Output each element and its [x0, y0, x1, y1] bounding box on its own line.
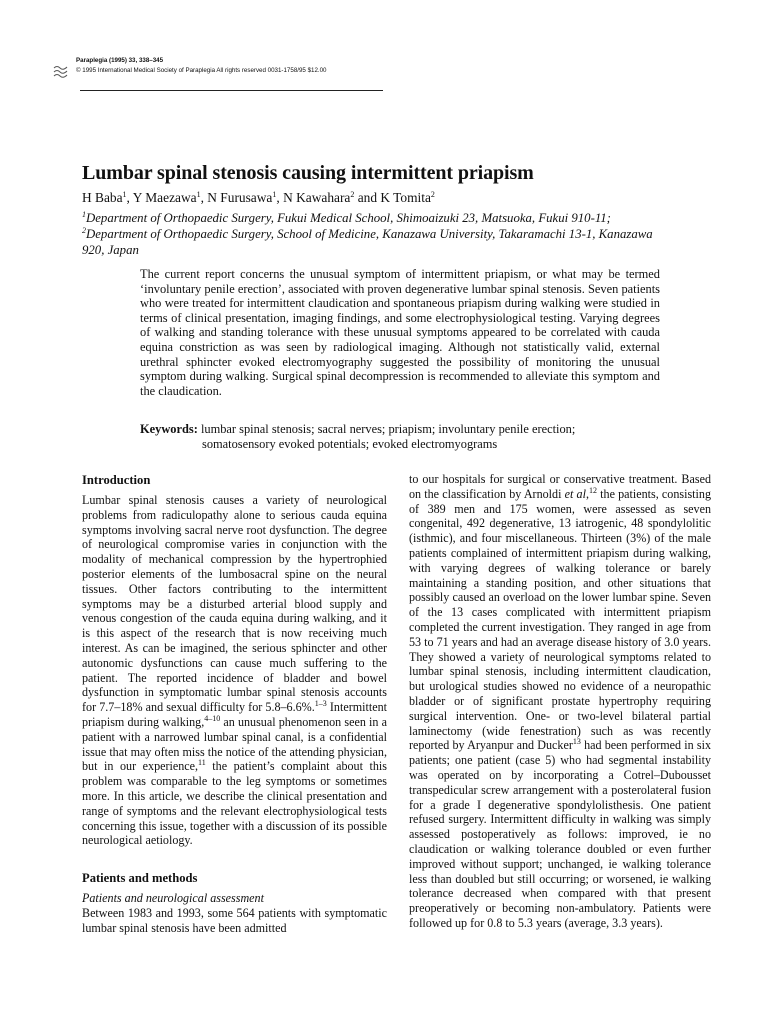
- journal-citation: Paraplegia (1995) 33, 338–345: [76, 57, 164, 64]
- reference-citation: 12: [588, 485, 597, 495]
- author-list: [82, 190, 435, 206]
- affiliation-line: [82, 242, 702, 258]
- copyright-line: © 1995 International Medical Society of Paraplegia All rights reserved 0031-1758/95 $12.00: [76, 67, 327, 74]
- affiliation-marker: 2: [82, 226, 86, 235]
- right-column: [409, 472, 711, 931]
- body-text-run: Lumbar spinal stenosis causes a variety of neurological problems from radiculopathy alone to serious cauda equina symptoms involving sacral nerve root dysfunction. The degree of neurological compromise varies in conjunction with the modality of mechanical compression by the hypertrophied posterior elements of the lumbosacral spine on the neural tissues. Other factors contributing to the intermittent symptoms may be a disturbed arterial blood supply and venous congestion of the cauda equina during walking, and it is this aspect of the research that is now receiving much interest. As can be imagined, the serious sphincter and other autonomic dysfunctions can cause much suffering to the patient. The reported incidence of bladder and bowel dysfunction in symptomatic lumbar spinal stenosis accounts for 7.7–18% and sexual difficulty for 5.8–6.6%.: [82, 493, 387, 715]
- body-text-run: Intermittent priapism during walking,: [82, 700, 387, 729]
- keywords-label: Keywords:: [140, 422, 198, 436]
- author-separator: ,: [126, 190, 133, 205]
- author-separator: ,: [276, 190, 284, 205]
- author-name: Y Maezawa: [132, 190, 197, 205]
- affiliation-text: 920, Japan: [82, 243, 139, 257]
- author-affiliation-marker: 1: [122, 190, 127, 199]
- author-separator: and: [354, 190, 381, 205]
- header-text: [76, 56, 327, 76]
- reference-citation: 1–3: [314, 699, 327, 709]
- author-separator: ,: [200, 190, 208, 205]
- left-column: [82, 472, 387, 936]
- affiliations: [82, 210, 702, 258]
- article-title: Lumbar spinal stenosis causing intermittent priapism: [82, 162, 534, 184]
- author-affiliation-marker: 1: [272, 190, 277, 199]
- body-text-run: an unusual phenomenon seen in a patient with a narrowed lumbar spinal canal, is a confidential issue that may often miss the notice of the attending physician, but in our experience,: [82, 714, 387, 774]
- keywords-line-2: somatosensory evoked potentials; evoked electromyograms: [202, 436, 498, 451]
- author-name: K Tomita: [380, 190, 431, 205]
- methods-heading: Patients and methods: [82, 871, 198, 886]
- body-text-run: the patient’s complaint about this problem was comparable to the leg symptoms or sometimes more. In this article, we describe the clinical presentation and range of symptoms and the relevant electrophysiological tests concerning this issue, together with a discussion of its possible neurological aetiology.: [82, 759, 387, 848]
- author-name: N Furusawa: [207, 190, 273, 205]
- keywords-line-1: lumbar spinal stenosis; sacral nerves; priapism; involuntary penile erection;: [200, 422, 576, 436]
- reference-citation: 4–10: [204, 713, 221, 723]
- author-name: H Baba: [82, 190, 123, 205]
- affiliation-line: [82, 210, 702, 226]
- society-logo-icon: [53, 64, 69, 78]
- author-affiliation-marker: 2: [430, 190, 435, 199]
- introduction-text: [82, 493, 387, 848]
- body-text-run: had been performed in six patients; one patient (case 5) who had segmental instability was operated on by incorporating a Cotrel–Dubousset transpedicular screw arrangement with a posterolateral fusion for a grade I degenerative spondylolisthesis. One patient refused surgery. Intermittent difficulty in walking was simply assessed postoperatively as follows: improved, ie no claudication or walking tolerance doubled or even further improved without support; unchanged, ie walking tolerance less than doubled but still occurring; or worsened, ie walking tolerance decreased when compared with that present preoperatively or becoming non-ambulatory. Patients were followed up for 0.8 to 5.3 years (average, 3.3 years).: [409, 738, 711, 930]
- reference-citation: 13: [572, 737, 581, 747]
- author-affiliation-marker: 2: [350, 190, 355, 199]
- reference-citation: 11: [198, 758, 206, 768]
- author-affiliation-marker: 1: [196, 190, 201, 199]
- author-name: N Kawahara: [283, 190, 351, 205]
- keywords: [140, 422, 660, 451]
- body-text-run: the patients, consisting of 389 men and 175 women, were assessed as seven congenital, 492 degenerative, 13 iatrogenic, 48 spondylolitic (isthmic), and four miscellaneous. Thirteen (3%) of the male patients complained of intermittent priapism during walking, with varying degrees of walking tolerance or barely maintaining a standing position, and other situations that possibly caused an overload on the lower lumbar spine. Seven of the 13 cases complicated with intermittent priapism completed the current investigation. They ranged in age from 53 to 71 years and had an average disease history of 3.0 years. They showed a variety of neurological symptoms related to lumbar spinal stenosis, including intermittent claudication, but urological studies showed no evidence of a neuropathic bladder or of significant prostate hypertrophy requiring surgical intervention. One- or two-level bilateral partial laminectomy (wide fenestration) such as was recently reported by Aryanpur and Ducker: [409, 486, 711, 753]
- abstract: The current report concerns the unusual symptom of intermittent priapism, or what may be termed ‘involuntary penile erection’, associated with proven degenerative lumbar spinal stenosis. Seven patients who were treated for intermittent claudication and spontaneous priapism during walking were studied in terms of clinical presentation, imaging findings, and some electrophysiological testing. Varying degrees of walking and standing tolerance with these unusual symptoms appeared to be correlated with cauda equina constriction as was seen by radiological imaging. Although not statistically valid, external urethral sphincter evoked electromyography suggested the possibility of monitoring the unusual symptom during walking. Surgical spinal decompression is recommended to alleviate this symptom and the claudication.: [140, 267, 660, 398]
- body-text-run: ,: [585, 486, 589, 501]
- body-text-run: et al: [564, 486, 586, 501]
- header-rule: [80, 90, 383, 91]
- methods-text: Between 1983 and 1993, some 564 patients with symptomatic lumbar spinal stenosis have been admitted: [82, 905, 387, 935]
- body-text-run: to our hospitals for surgical or conservative treatment. Based on the classification by Arnoldi: [409, 472, 711, 501]
- affiliation-marker: 1: [82, 210, 86, 219]
- affiliation-line: [82, 226, 702, 242]
- methods-continued-text: [409, 472, 711, 931]
- affiliation-text: Department of Orthopaedic Surgery, School of Medicine, Kanazawa University, Takaramachi 13-1, Kanazawa: [86, 227, 653, 241]
- methods-subheading: Patients and neurological assessment: [82, 891, 264, 906]
- affiliation-text: Department of Orthopaedic Surgery, Fukui Medical School, Shimoaizuki 23, Matsuoka, Fukui 910-11;: [86, 211, 611, 225]
- introduction-heading: Introduction: [82, 473, 151, 487]
